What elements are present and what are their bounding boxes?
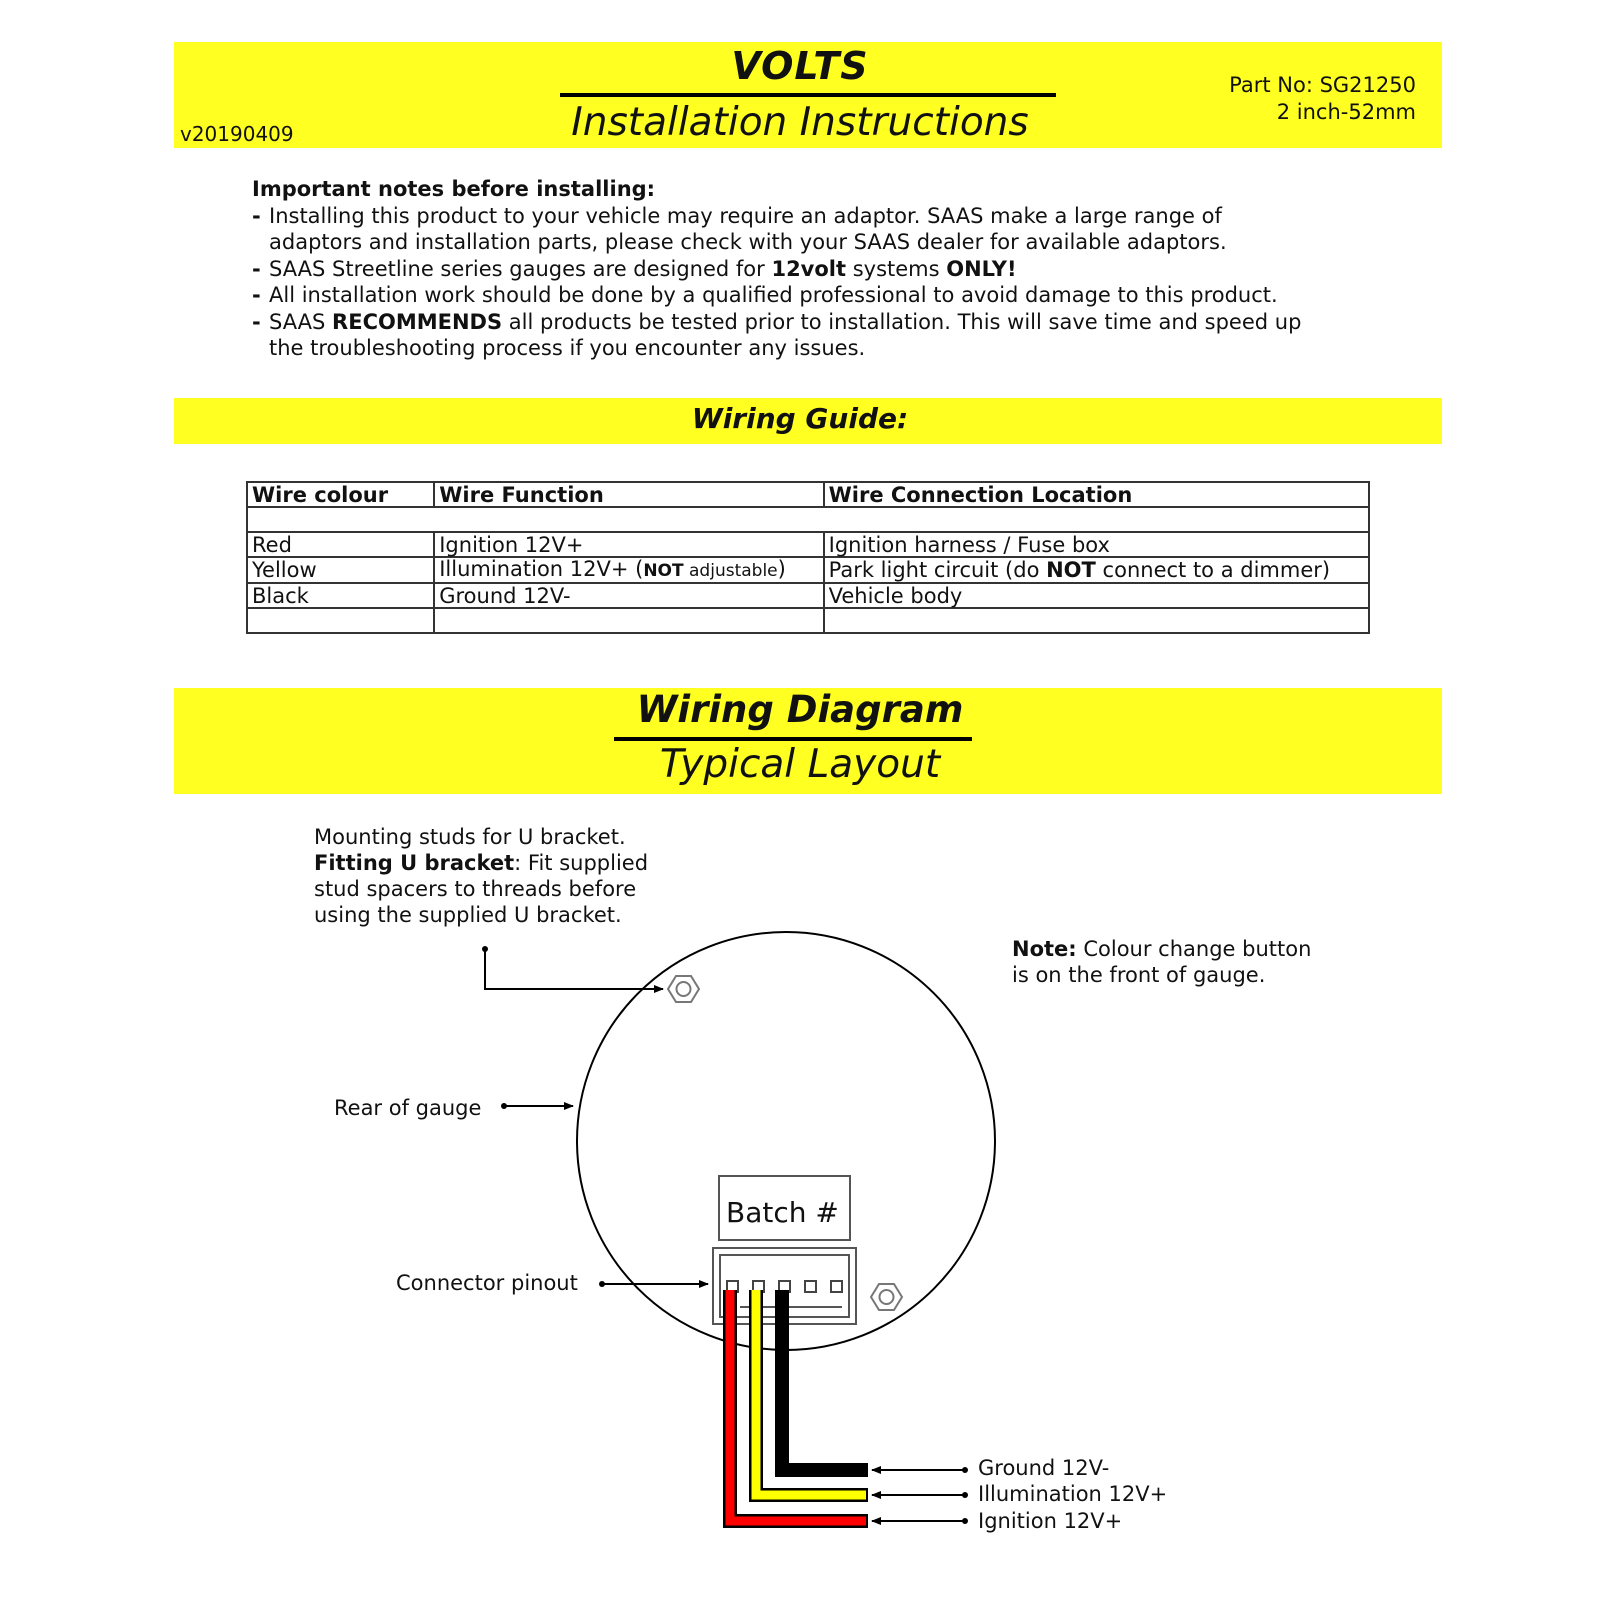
rear-of-gauge-label: Rear of gauge (334, 1096, 482, 1120)
doc-title: VOLTS (731, 44, 869, 88)
illumination-wire-label: Illumination 12V+ (978, 1482, 1168, 1506)
wiring-diagram-title: Wiring Diagram (636, 688, 964, 731)
note-text-part: all products be tested prior to installation. This will save time and speed up (502, 309, 1302, 334)
note-bold: Note: (1012, 937, 1077, 961)
note-text-part: : Fit supplied (514, 851, 649, 875)
note-dash: - (252, 283, 261, 307)
note-text: All installation work should be done by a qualified professional to avoid damage to this product. (269, 283, 1278, 307)
note-text-part: systems (846, 256, 947, 281)
mounting-stud-icon (668, 976, 699, 1002)
cell-bold: NOT (643, 561, 684, 581)
cell-text: Park light circuit (do (828, 558, 1047, 582)
note-dash: - (252, 309, 261, 334)
wiring-diagram-subtitle: Typical Layout (659, 742, 941, 787)
cell-colour: Yellow (247, 557, 434, 583)
mounting-stud-icon (871, 1284, 902, 1310)
column-header: Wire colour (247, 482, 434, 507)
rear-pointer (501, 1103, 573, 1109)
cell-bold: NOT (1046, 558, 1096, 582)
note-line: using the supplied U bracket. (314, 903, 622, 927)
note-text-part: SAAS Streetline series gauges are designed for (269, 256, 772, 281)
cell-text: adjustable (683, 561, 778, 581)
note-line (1012, 936, 1311, 962)
ignition-wire-label: Ignition 12V+ (978, 1509, 1123, 1533)
doc-subtitle: Installation Instructions (571, 100, 1029, 145)
ground-wire-label: Ground 12V- (978, 1456, 1110, 1480)
batch-number-label: Batch # (726, 1196, 839, 1229)
note-bold-12volt: 12volt (771, 256, 847, 281)
connector-pointer (599, 1281, 708, 1287)
cell-function: Ignition 12V+ (434, 532, 823, 557)
note-line (314, 850, 648, 876)
connector-pinout-label: Connector pinout (396, 1271, 578, 1295)
column-header: Wire Connection Location (824, 482, 1369, 507)
note-dash: - (252, 256, 261, 281)
note-text-part: SAAS (269, 309, 333, 334)
cell-colour: Red (247, 532, 434, 557)
illumination-pointer (872, 1492, 968, 1498)
cell-location: Ignition harness / Fuse box (824, 532, 1369, 557)
note-text: Installing this product to your vehicle may require an adaptor. SAAS make a large range of (269, 203, 1222, 228)
cell-text: connect to a dimmer) (1095, 558, 1331, 582)
stud-pointer (482, 946, 663, 989)
note-bold: Fitting U bracket (314, 851, 515, 875)
cell-text: Illumination 12V+ ( (439, 557, 644, 581)
note-text: the troubleshooting process if you encounter any issues. (269, 336, 866, 360)
part-number: Part No: SG21250 (1229, 73, 1416, 97)
note-dash: - (252, 203, 261, 228)
cell-location: Vehicle body (824, 583, 1369, 608)
part-size: 2 inch-52mm (1276, 100, 1416, 124)
note-line: is on the front of gauge. (1012, 963, 1266, 987)
mounting-studs-note (314, 824, 648, 928)
wiring-guide-title: Wiring Guide: (691, 402, 909, 435)
ignition-pointer (872, 1518, 968, 1524)
column-header: Wire Function (434, 482, 823, 507)
version-label: v20190409 (180, 122, 294, 146)
note-bold-only: ONLY! (946, 256, 1017, 281)
cell-function: Ground 12V- (434, 583, 823, 608)
notes-heading: Important notes before installing: (252, 177, 656, 201)
note-line: Mounting studs for U bracket. (314, 825, 626, 849)
note-line: stud spacers to threads before (314, 877, 637, 901)
ground-pointer (872, 1467, 968, 1473)
note-text: adaptors and installation parts, please check with your SAAS dealer for available adaptors. (269, 230, 1227, 254)
colour-change-note (1012, 936, 1311, 988)
cell-colour: Black (247, 583, 434, 608)
note-text-part: Colour change button (1076, 937, 1312, 961)
cell-text: ) (777, 557, 786, 581)
note-bold-recommends: RECOMMENDS (332, 309, 503, 334)
